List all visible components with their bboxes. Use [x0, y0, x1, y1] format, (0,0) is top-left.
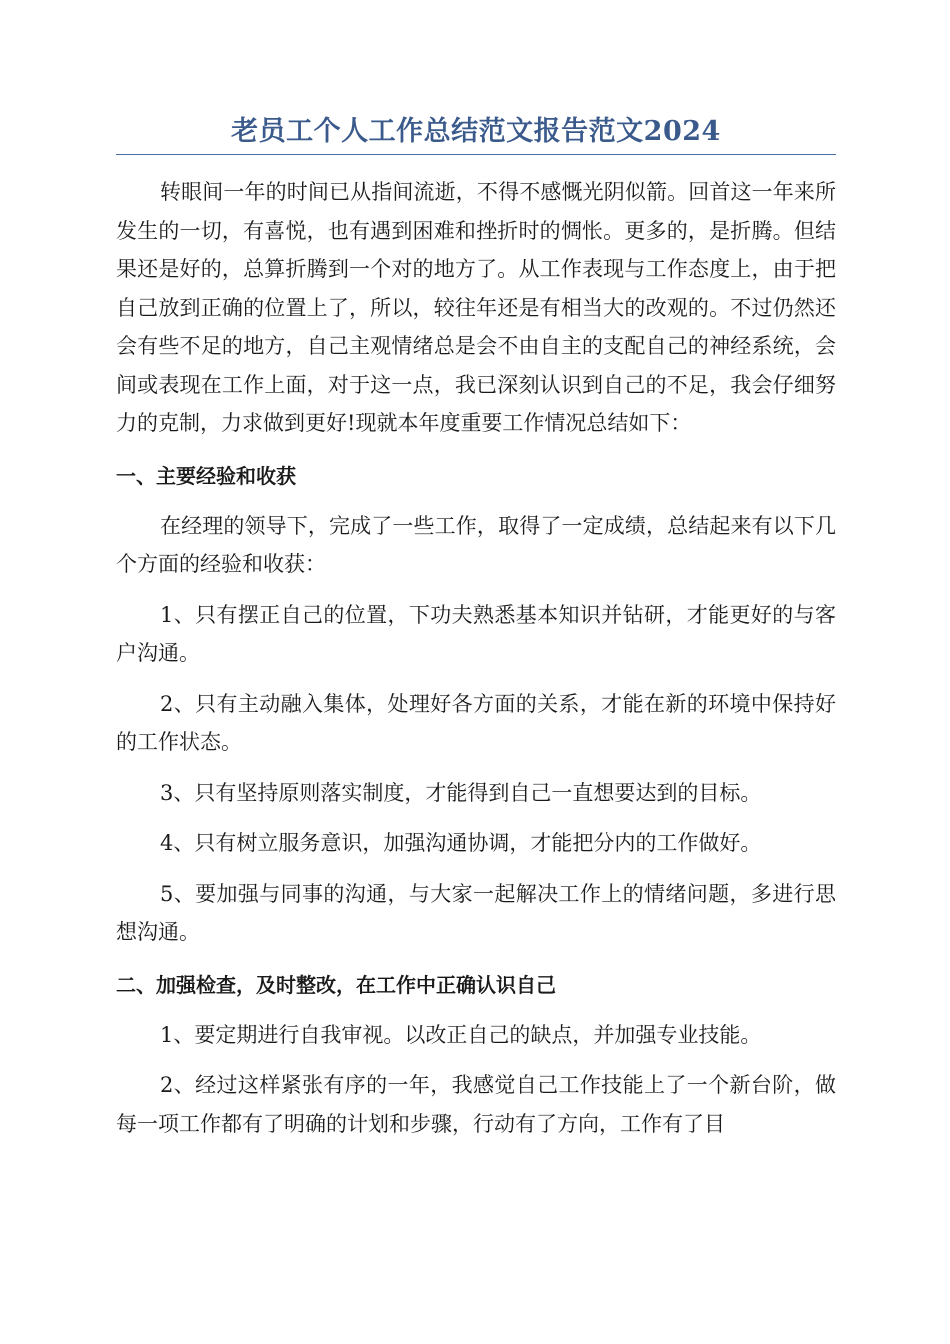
intro-paragraph: 转眼间一年的时间已从指间流逝，不得不感慨光阴似箭。回首这一年来所发生的一切，有喜悦，也有遇到困难和挫折时的惆怅。更多的，是折腾。但结果还是好的，总算折腾到一个对的地方了。从工作表现与工作态度上，由于把自己放到正确的位置上了，所以，较往年还是有相当大的改观的。不过仍然还会有些不足的地方，自己主观情绪总是会不由自主的支配自己的神经系统，会间或表现在工作上面，对于这一点，我已深刻认识到自己的不足，我会仔细努力的克制，力求做到更好!现就本年度重要工作情况总结如下：	[116, 180, 836, 435]
section-1-item-3: 3、只有坚持原则落实制度，才能得到自己一直想要达到的目标。	[160, 780, 762, 805]
section-1-lead: 在经理的领导下，完成了一些工作，取得了一定成绩，总结起来有以下几个方面的经验和收获：	[116, 513, 836, 576]
document-title: 老员工个人工作总结范文报告范文2024	[231, 116, 721, 147]
section-1-item-2: 2、只有主动融入集体，处理好各方面的关系，才能在新的环境中保持好的工作状态。	[116, 691, 836, 754]
section-1-item-5: 5、要加强与同事的沟通，与大家一起解决工作上的情绪问题，多进行思想沟通。	[116, 881, 836, 944]
title-underline	[116, 154, 836, 155]
section-2-item-1: 1、要定期进行自我审视。以改正自己的缺点，并加强专业技能。	[160, 1022, 762, 1047]
section-1-heading: 一、主要经验和收获	[116, 463, 296, 488]
section-2-heading: 二、加强检查，及时整改，在工作中正确认识自己	[116, 972, 556, 997]
section-2-item-2: 2、经过这样紧张有序的一年，我感觉自己工作技能上了一个新台阶，做每一项工作都有了明确的计划和步骤，行动有了方向，工作有了目	[116, 1073, 836, 1136]
section-1-item-1: 1、只有摆正自己的位置，下功夫熟悉基本知识并钻研，才能更好的与客户沟通。	[116, 602, 836, 665]
section-1-item-4: 4、只有树立服务意识，加强沟通协调，才能把分内的工作做好。	[160, 831, 762, 855]
document-page	[116, 112, 836, 1143]
